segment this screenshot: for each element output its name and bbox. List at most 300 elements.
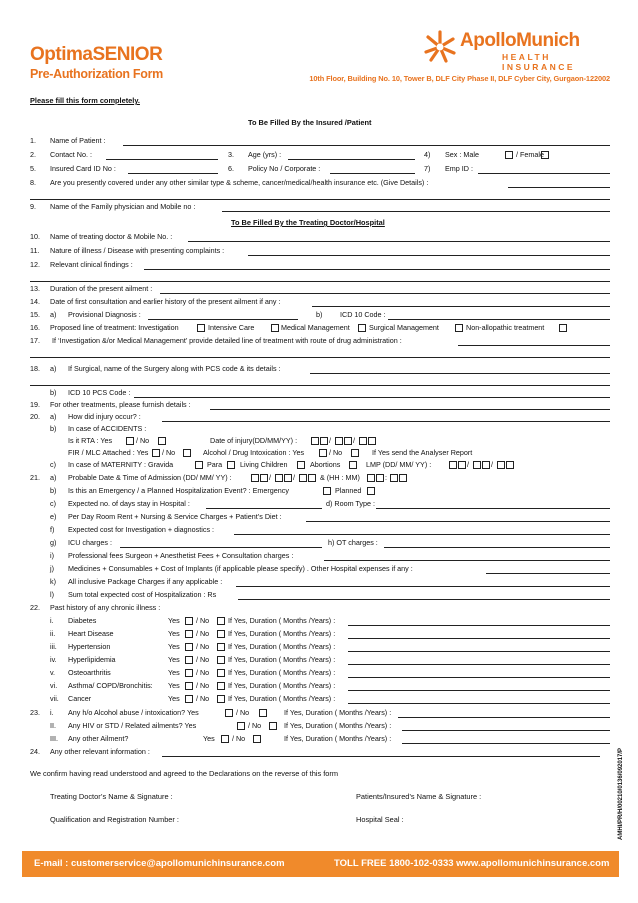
emp-id-field[interactable] (478, 173, 610, 174)
field-label: Abortions (310, 460, 341, 469)
form-row-hiv-std (30, 721, 610, 731)
chronic-duration-field[interactable] (348, 638, 610, 639)
chronic-duration-field[interactable] (348, 677, 610, 678)
illness-name: Osteoarthritis (68, 668, 111, 677)
chronic-illness-row (30, 642, 610, 652)
field-label: If Yes, Duration ( Months /Years) : (284, 734, 392, 743)
intensive-care-checkbox[interactable] (271, 324, 279, 332)
form-row-emergency (30, 486, 610, 496)
rta-yes-checkbox[interactable] (126, 437, 134, 445)
form-row-other-cover (30, 178, 610, 188)
form-row-other-info (30, 747, 610, 757)
chronic-yes-checkbox[interactable] (185, 695, 193, 703)
field-label: For other treatments, please furnish details : (50, 400, 191, 409)
lmp-day-digit-1[interactable] (449, 461, 457, 469)
sub-letter: III. (50, 734, 58, 743)
form-row-patient-name (30, 136, 610, 146)
form-row-fir-mlc (30, 448, 610, 458)
sub-letter: i) (50, 551, 54, 560)
injury-month-digit-2[interactable] (344, 437, 352, 445)
illness-name: Asthma/ COPD/Bronchitis: (68, 681, 153, 690)
alcohol-no-checkbox[interactable] (259, 709, 267, 717)
row-number: 5. (30, 164, 36, 173)
field-label: All inclusive Package Charges if any applicable : (68, 577, 223, 586)
row-number: 22. (30, 603, 40, 612)
form-row-accidents (30, 424, 610, 434)
card-id-field[interactable] (128, 173, 218, 174)
field-label: Planned (335, 486, 362, 495)
chronic-yes-checkbox[interactable] (185, 643, 193, 651)
surgery-details-field[interactable] (310, 373, 610, 374)
form-row-contact (30, 150, 610, 160)
yes-label: Yes (168, 681, 180, 690)
form-row-continuation (30, 348, 610, 358)
field-label: Any HIV or STD / Related ailments? Yes (68, 721, 197, 730)
field-label: Probable Date & Time of Admission (DD/ MM/ YY) : (68, 473, 232, 482)
icd10-code-field[interactable] (388, 319, 610, 320)
field-label: / No (232, 734, 246, 743)
duration-label: If Yes, Duration ( Months /Years) : (228, 642, 336, 651)
chronic-duration-field[interactable] (348, 664, 610, 665)
roman-numeral: vii. (50, 694, 59, 703)
abortions-checkbox[interactable] (349, 461, 357, 469)
sub-letter: b) (316, 310, 323, 319)
row-number: 23. (30, 708, 40, 717)
field-label: In case of MATERNITY : Gravida (68, 460, 174, 469)
chronic-duration-field[interactable] (348, 690, 610, 691)
roman-numeral: i. (50, 616, 54, 625)
field-label: Alcohol / Drug Intoxication : Yes (203, 448, 305, 457)
investigation-cost-field[interactable] (234, 534, 610, 535)
injury-year-digit-1[interactable] (359, 437, 367, 445)
injury-month-digit-1[interactable] (335, 437, 343, 445)
other-ailment-duration-field[interactable] (402, 743, 610, 744)
surgical-management-checkbox[interactable] (455, 324, 463, 332)
field-label: Medicines + Consumables + Cost of Implants (if applicable please specify) . Other Hospital expenses if any : (68, 564, 413, 573)
sub-letter: a) (50, 412, 57, 421)
other-ailment-yes-checkbox[interactable] (221, 735, 229, 743)
admission-day-digit-2[interactable] (260, 474, 268, 482)
option-label: Medical Management (281, 323, 350, 332)
yes-label: Yes (168, 616, 180, 625)
form-row-icu-charges (30, 538, 610, 548)
chronic-illness-row (30, 616, 610, 626)
chronic-no-checkbox[interactable] (217, 695, 225, 703)
field-label: Expected cost for Investigation + diagnostics : (68, 525, 215, 534)
row-number: 10. (30, 232, 40, 241)
injury-year-digit-2[interactable] (368, 437, 376, 445)
field-label: / No (136, 436, 150, 445)
field-label: Any other relevant information : (50, 747, 150, 756)
form-row-investigation-cost (30, 525, 610, 535)
hiv-duration-field[interactable] (402, 730, 610, 731)
field-label: Relevant clinical findings : (50, 260, 133, 269)
row-number: 18. (30, 364, 40, 373)
field-label: FIR / MLC Attached : Yes (68, 448, 149, 457)
clinical-findings-field[interactable] (144, 269, 610, 270)
field-label: Expected no. of days stay in Hospital : (68, 499, 190, 508)
footer-email[interactable]: E-mail : customerservice@apollomunichinsurance.com (34, 858, 285, 869)
admission-year-digit-2[interactable] (308, 474, 316, 482)
duration-field[interactable] (160, 293, 610, 294)
illness-name: Hyperlipidemia (68, 655, 116, 664)
field-label: If Yes, Duration ( Months /Years) : (284, 708, 392, 717)
field-label: / No (248, 721, 262, 730)
other-ailment-no-checkbox[interactable] (253, 735, 261, 743)
illness-name: Cancer (68, 694, 92, 703)
sub-letter: a) (50, 473, 57, 482)
chronic-yes-checkbox[interactable] (185, 617, 193, 625)
first-consultation-field[interactable] (312, 306, 610, 307)
treatment-details-field-line2[interactable] (30, 357, 610, 358)
form-row-investigation-details (30, 336, 610, 346)
chronic-yes-checkbox[interactable] (185, 682, 193, 690)
admission-month-digit-2[interactable] (284, 474, 292, 482)
form-code: AMHI/PR/H/00210/0136/092017/P (618, 747, 624, 840)
age-field[interactable] (288, 159, 415, 160)
other-cover-field-line2[interactable] (30, 199, 610, 200)
injury-day-digit-2[interactable] (320, 437, 328, 445)
form-row-professional-fees (30, 551, 610, 561)
field-label: Sex : Male (445, 150, 479, 159)
professional-fees-field[interactable] (324, 560, 610, 561)
other-treatments-field[interactable] (210, 409, 610, 410)
room-type-field[interactable] (376, 508, 610, 509)
qualification-label: Qualification and Registration Number : (50, 815, 179, 824)
form-row-stay-days (30, 499, 610, 509)
chronic-no-checkbox[interactable] (217, 617, 225, 625)
field-label: ICD 10 Code : (340, 310, 386, 319)
form-row-surgery (30, 364, 610, 374)
investigation-checkbox[interactable] (197, 324, 205, 332)
field-label: Date of first consultation and earlier history of the present ailment if any : (50, 297, 281, 306)
sub-letter: a) (50, 310, 57, 319)
field-label: In case of ACCIDENTS : (68, 424, 147, 433)
roman-numeral: vi. (50, 681, 58, 690)
row-number: 16. (30, 323, 40, 332)
form-row-family-physician (30, 202, 610, 212)
sub-letter: k) (50, 577, 56, 586)
para-checkbox[interactable] (227, 461, 235, 469)
chronic-no-checkbox[interactable] (217, 669, 225, 677)
date-separator: / (293, 473, 295, 482)
no-label: / No (196, 616, 210, 625)
sub-letter: c) (50, 460, 56, 469)
policy-number-field[interactable] (330, 173, 415, 174)
row-number: 24. (30, 747, 40, 756)
chronic-yes-checkbox[interactable] (185, 669, 193, 677)
section-heading-hospital: To Be Filled By the Treating Doctor/Hospital (231, 218, 385, 227)
illness-field[interactable] (248, 255, 610, 256)
form-row-maternity (30, 460, 610, 470)
yes-label: Yes (168, 629, 180, 638)
no-label: / No (196, 694, 210, 703)
form-row-medicines (30, 564, 610, 574)
yes-label: Yes (168, 655, 180, 664)
brand-subtitle: Pre-Authorization Form (30, 67, 163, 81)
field-label: Any other Ailment? (68, 734, 129, 743)
male-checkbox[interactable] (505, 151, 513, 159)
chronic-no-checkbox[interactable] (217, 682, 225, 690)
field-label: d) Room Type : (326, 499, 376, 508)
declaration-text: We confirm having read understood and agreed to the Declarations on the reverse of this form (30, 769, 338, 778)
duration-label: If Yes, Duration ( Months /Years) : (228, 694, 336, 703)
package-charges-field[interactable] (236, 586, 610, 587)
stay-days-field[interactable] (206, 508, 322, 509)
row-number: 21. (30, 473, 40, 482)
date-separator: / (467, 460, 469, 469)
field-label: Is it RTA : Yes (68, 436, 113, 445)
field-label: If Yes send the Analyser Report (372, 448, 473, 457)
field-label: Any h/o Alcohol abuse / intoxication? Yes (68, 708, 199, 717)
chronic-illness-row (30, 681, 610, 691)
field-label: Date of injury(DD/MM/YY) : (210, 436, 298, 445)
row-number: 15. (30, 310, 40, 319)
admission-month-digit-1[interactable] (275, 474, 283, 482)
doctor-signature-label: Treating Doctor’s Name & Signature : (50, 792, 173, 801)
field-label: Nature of illness / Disease with presenting complaints : (50, 246, 225, 255)
form-row-room-rent (30, 512, 610, 522)
form-row-injury (30, 412, 610, 422)
form-row-admission-date (30, 473, 610, 483)
form-row-line-of-treatment (30, 323, 610, 333)
yes-label: Yes (168, 694, 180, 703)
field-label: Insured Card ID No : (50, 164, 116, 173)
option-label: Intensive Care (208, 323, 255, 332)
surgery-details-field-line2[interactable] (30, 385, 610, 386)
chronic-yes-checkbox[interactable] (185, 630, 193, 638)
brand-block (30, 44, 163, 81)
field-label: Proposed line of treatment: Investigation (50, 323, 179, 332)
field-label: LMP (DD/ MM/ YY) : (366, 460, 432, 469)
form-row-illness (30, 246, 610, 256)
row-number: 2. (30, 150, 36, 159)
alcohol-yes-checkbox[interactable] (225, 709, 233, 717)
chronic-illness-row (30, 668, 610, 678)
medicines-cost-field[interactable] (486, 573, 610, 574)
form-row-rta (30, 436, 610, 446)
chronic-duration-field[interactable] (348, 703, 610, 704)
fir-no-checkbox[interactable] (183, 449, 191, 457)
admission-hour-digit-1[interactable] (367, 474, 375, 482)
female-checkbox[interactable] (541, 151, 549, 159)
row-number: 6. (228, 164, 234, 173)
date-separator: / (491, 460, 493, 469)
intoxication-yes-checkbox[interactable] (319, 449, 327, 457)
admission-day-digit-1[interactable] (251, 474, 259, 482)
row-number: 1. (30, 136, 36, 145)
row-number: 13. (30, 284, 40, 293)
no-label: / No (196, 655, 210, 664)
form-instruction: Please fill this form completely. (30, 96, 140, 105)
field-label: Name of the Family physician and Mobile no : (50, 202, 196, 211)
form-row-other-treatments (30, 400, 610, 410)
sub-letter: j) (50, 564, 54, 573)
field-label: Past history of any chronic illness : (50, 603, 161, 612)
other-cover-field[interactable] (508, 187, 610, 188)
alcohol-duration-field[interactable] (398, 717, 610, 718)
family-physician-field[interactable] (222, 211, 610, 212)
no-label: / No (196, 642, 210, 651)
roman-numeral: iv. (50, 655, 57, 664)
field-label: / No (236, 708, 250, 717)
roman-numeral: iii. (50, 642, 57, 651)
injury-cause-field[interactable] (162, 421, 610, 422)
field-label: How did injury occur? : (68, 412, 141, 421)
brand-title: OptimaSENIOR (30, 44, 163, 65)
lmp-month-digit-2[interactable] (482, 461, 490, 469)
admission-minute-digit-1[interactable] (390, 474, 398, 482)
field-label: Is this an Emergency / a Planned Hospitalization Event? : Emergency (68, 486, 289, 495)
field-label: Name of treating doctor & Mobile No. : (50, 232, 173, 241)
lmp-month-digit-1[interactable] (473, 461, 481, 469)
sub-letter: l) (50, 590, 54, 599)
chronic-no-checkbox[interactable] (217, 630, 225, 638)
sub-letter: b) (50, 424, 57, 433)
form-row-treating-doctor (30, 232, 610, 242)
intoxication-no-checkbox[interactable] (351, 449, 359, 457)
chronic-no-checkbox[interactable] (217, 643, 225, 651)
option-label: Non-allopathic treatment (466, 323, 545, 332)
row-number: 7) (424, 164, 431, 173)
chronic-yes-checkbox[interactable] (185, 656, 193, 664)
contact-number-field[interactable] (106, 159, 218, 160)
ot-charges-field[interactable] (384, 547, 610, 548)
field-label: Emp ID : (445, 164, 473, 173)
lmp-year-digit-2[interactable] (506, 461, 514, 469)
admission-minute-digit-2[interactable] (399, 474, 407, 482)
lmp-day-digit-2[interactable] (458, 461, 466, 469)
no-label: / No (196, 681, 210, 690)
field-label: If Yes, Duration ( Months /Years) : (284, 721, 392, 730)
treating-doctor-field[interactable] (188, 241, 610, 242)
room-rent-field[interactable] (306, 521, 610, 522)
time-separator: : (385, 473, 387, 482)
injury-day-digit-1[interactable] (311, 437, 319, 445)
date-separator: / (329, 436, 331, 445)
sunburst-icon (420, 27, 460, 67)
hospital-seal-label: Hospital Seal : (356, 815, 404, 824)
row-number: 17. (30, 336, 40, 345)
chronic-illness-row (30, 694, 610, 704)
patient-signature-label: Patients/Insured’s Name & Signature : (356, 792, 482, 801)
field-label: & (HH : MM) (320, 473, 360, 482)
planned-checkbox[interactable] (367, 487, 375, 495)
field-label: Para (207, 460, 223, 469)
admission-hour-digit-2[interactable] (376, 474, 384, 482)
other-info-field[interactable] (162, 756, 600, 757)
form-row-pcs-code (30, 388, 610, 398)
field-label: Age (yrs) : (248, 150, 282, 159)
illness-name: Diabetes (68, 616, 97, 625)
non-allopathic-checkbox[interactable] (559, 324, 567, 332)
field-label: Sum total expected cost of Hospitalization : Rs (68, 590, 217, 599)
patient-name-field[interactable] (123, 145, 610, 146)
roman-numeral: ii. (50, 629, 56, 638)
no-label: / No (196, 629, 210, 638)
date-separator: / (353, 436, 355, 445)
form-row-total-cost (30, 590, 610, 600)
row-number: 19. (30, 400, 40, 409)
fir-yes-checkbox[interactable] (152, 449, 160, 457)
sub-letter: b) (50, 486, 57, 495)
sub-letter: g) (50, 538, 57, 547)
sub-letter: a) (50, 364, 57, 373)
sub-letter: c) (50, 499, 56, 508)
row-number: 9. (30, 202, 36, 211)
treatment-details-field[interactable] (458, 345, 610, 346)
yes-label: Yes (168, 668, 180, 677)
medical-management-checkbox[interactable] (358, 324, 366, 332)
row-number: 20. (30, 412, 40, 421)
field-label: ICU charges : (68, 538, 112, 547)
admission-year-digit-1[interactable] (299, 474, 307, 482)
row-number: 3. (228, 150, 234, 159)
chronic-duration-field[interactable] (348, 651, 610, 652)
pcs-code-field[interactable] (134, 397, 610, 398)
field-label: Yes (203, 734, 215, 743)
company-address: 10th Floor, Building No. 10, Tower B, DLF City Phase II, DLF Cyber City, Gurgaon-122002 (309, 74, 610, 83)
lmp-year-digit-1[interactable] (497, 461, 505, 469)
field-label: If Surgical, name of the Surgery along with PCS code & its details : (68, 364, 281, 373)
field-label: Professional fees Surgeon + Anesthetist Fees + Consultation charges : (68, 551, 294, 560)
row-number: 4) (424, 150, 431, 159)
emergency-checkbox[interactable] (323, 487, 331, 495)
form-row-continuation (30, 376, 610, 386)
field-label: Policy No / Corporate : (248, 164, 321, 173)
gravida-checkbox[interactable] (195, 461, 203, 469)
rta-no-checkbox[interactable] (158, 437, 166, 445)
field-label: If ‘Investigation &/or Medical Management’ provide detailed line of treatment with route of drug administration : (52, 336, 402, 345)
no-label: / No (196, 668, 210, 677)
hiv-yes-checkbox[interactable] (237, 722, 245, 730)
duration-label: If Yes, Duration ( Months /Years) : (228, 655, 336, 664)
clinical-findings-field-line2[interactable] (30, 281, 610, 282)
logo-name: ApolloMunich (460, 30, 580, 51)
chronic-no-checkbox[interactable] (217, 656, 225, 664)
chronic-duration-field[interactable] (348, 625, 610, 626)
apollo-munich-logo (420, 27, 612, 72)
duration-label: If Yes, Duration ( Months /Years) : (228, 629, 336, 638)
logo-tagline: HEALTH INSURANCE (502, 52, 576, 72)
living-children-checkbox[interactable] (297, 461, 305, 469)
field-label: Duration of the present ailment : (50, 284, 153, 293)
form-row-continuation (30, 190, 610, 200)
form-row-other-ailment (30, 734, 610, 744)
illness-name: Heart Disease (68, 629, 114, 638)
form-row-first-consultation (30, 297, 610, 307)
provisional-diagnosis-field[interactable] (148, 319, 298, 320)
footer-tollfree[interactable]: TOLL FREE 1800-102-0333 www.apollomunichinsurance.com (334, 858, 610, 869)
chronic-illness-row (30, 655, 610, 665)
hiv-no-checkbox[interactable] (269, 722, 277, 730)
chronic-illness-row (30, 629, 610, 639)
field-label: ICD 10 PCS Code : (68, 388, 131, 397)
duration-label: If Yes, Duration ( Months /Years) : (228, 616, 336, 625)
icu-charges-field[interactable] (120, 547, 322, 548)
total-cost-field[interactable] (238, 599, 610, 600)
duration-label: If Yes, Duration ( Months /Years) : (228, 668, 336, 677)
footer-bar (22, 851, 619, 877)
form-row-clinical-findings (30, 260, 610, 270)
row-number: 14. (30, 297, 40, 306)
field-label: Name of Patient : (50, 136, 106, 145)
form-row-diagnosis (30, 310, 610, 320)
field-label: Living Children (240, 460, 288, 469)
sub-letter: II. (50, 721, 56, 730)
form-row-card-id (30, 164, 610, 174)
row-number: 8. (30, 178, 36, 187)
